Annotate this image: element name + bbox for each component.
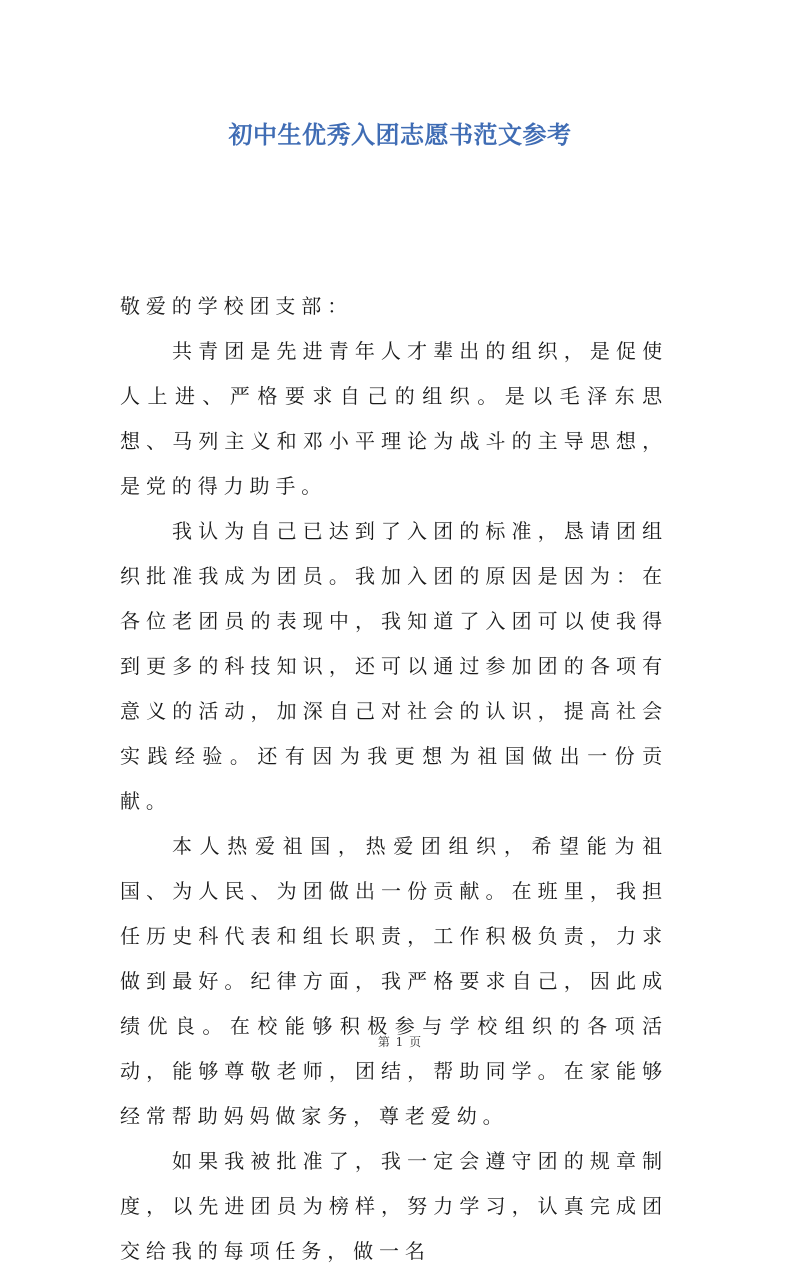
page-number-footer: 第 1 页 bbox=[377, 1035, 423, 1049]
paragraph: 本人热爱祖国，热爱团组织，希望能为祖国、为人民、为团做出一份贡献。在班里，我担任历史科代表和组长职责，工作积极负责，力求做到最好。纪律方面，我严格要求自己，因此成绩优良。在校能够积极参与学校组织的各项活动，能够尊敬老师，团结，帮助同学。在家能够经常帮助妈妈做家务，尊老爱幼。 bbox=[120, 834, 668, 1128]
salutation: 敬爱的学校团支部： bbox=[120, 294, 354, 318]
document-title: 初中生优秀入团志愿书范文参考 bbox=[228, 121, 572, 149]
paragraph: 共青团是先进青年人才辈出的组织，是促使人上进、严格要求自己的组织。是以毛泽东思想、马列主义和邓小平理论为战斗的主导思想，是党的得力助手。 bbox=[120, 339, 668, 498]
document-body bbox=[120, 284, 668, 1274]
paragraph: 我认为自己已达到了入团的标准，恳请团组织批准我成为团员。我加入团的原因是因为：在各位老团员的表现中，我知道了入团可以使我得到更多的科技知识，还可以通过参加团的各项有意义的活动，加深自己对社会的认识，提高社会实践经验。还有因为我更想为祖国做出一份贡献。 bbox=[120, 519, 668, 813]
paragraph: 如果我被批准了，我一定会遵守团的规章制度，以先进团员为榜样，努力学习，认真完成团交给我的每项任务，做一名 bbox=[120, 1149, 668, 1263]
